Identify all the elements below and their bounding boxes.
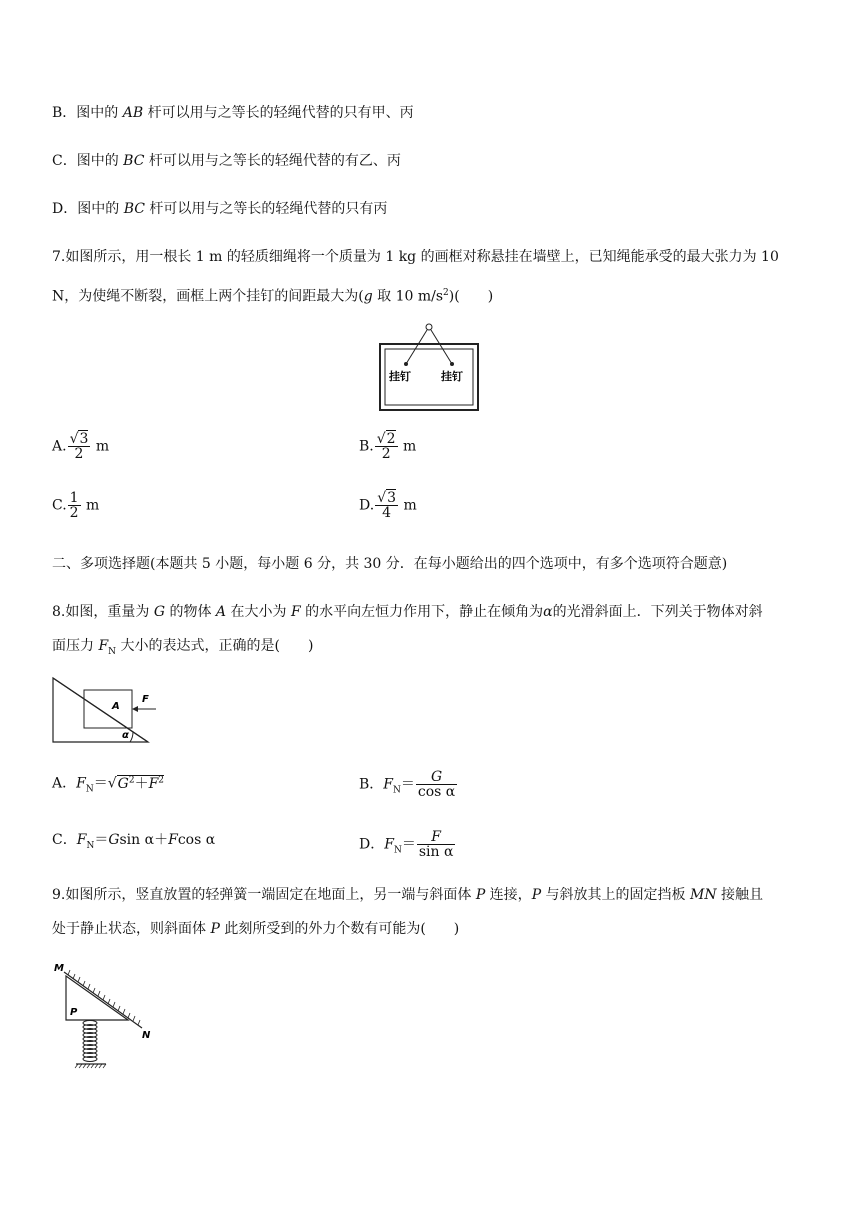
q8-option-c: C．$F_N=Gsin$ α＋Fcos α xyxy=(52,832,216,851)
q8-label-alpha: α xyxy=(122,730,129,741)
q7-picture-frame-figure xyxy=(378,322,480,412)
q7-stem-line1: 7.如图所示，用一根长 1 m 的轻质细绳将一个质量为 1 kg 的画框对称悬挂在墙壁上，已知绳能承受的最大张力为 10 xyxy=(52,249,779,265)
q7-option-d: D. $\frac{√3}{4}$ m xyxy=(359,490,417,521)
q8-incline-figure xyxy=(52,676,162,746)
q7-label-nail-left: 挂钉 xyxy=(389,370,411,383)
q8-label-a: A xyxy=(112,701,120,712)
q9-stem-line1: 9.如图所示，竖直放置的轻弹簧一端固定在地面上，另一端与斜面体 P 连接，P 与斜放其上的固定挡板 MN 接触且 xyxy=(52,887,764,903)
q8-label-f: F xyxy=(142,694,149,705)
q7-label-nail-right: 挂钉 xyxy=(441,370,463,383)
q8-option-d: D．$F_N=$ $\frac{F}{\text{sin α}}$ xyxy=(359,829,454,860)
q6-option-c: C．图中的 BC 杆可以用与之等长的轻绳代替的有乙、丙 xyxy=(52,153,401,169)
q8-stem-line1: 8.如图，重量为 G 的物体 A 在大小为 F 的水平向左恒力作用下，静止在倾角为α的光滑斜面上．下列关于物体对斜 xyxy=(52,604,763,620)
q6-option-d: D．图中的 BC 杆可以用与之等长的轻绳代替的只有丙 xyxy=(52,201,388,217)
q9-label-m: M xyxy=(54,963,64,974)
section2-heading: 二、多项选择题(本题共 5 小题，每小题 6 分，共 30 分．在每小题给出的四个选项中，有多个选项符合题意) xyxy=(52,556,728,572)
q9-stem-line2: 处于静止状态，则斜面体 P 此刻所受到的外力个数有可能为( ) xyxy=(52,921,460,937)
q7-option-b: B. $\frac{√2}{2}$ m xyxy=(359,431,417,462)
q8-option-b: B．$F_N=$ $\frac{G}{\text{cos α}}$ xyxy=(359,769,456,800)
q7-option-c: C. $\frac{1}{2}$ m xyxy=(52,490,100,521)
q9-label-p: P xyxy=(70,1007,78,1018)
q6-option-b: B．图中的 AB 杆可以用与之等长的轻绳代替的只有甲、丙 xyxy=(52,105,414,121)
q9-spring-incline-figure xyxy=(50,960,160,1072)
q9-label-n: N xyxy=(142,1030,151,1041)
q8-option-a: A．$F_N=√G^2+F^2$ xyxy=(52,775,165,795)
q8-stem-line2: 面压力 $F_N$ 大小的表达式，正确的是( ) xyxy=(52,638,314,657)
q7-option-a: A. $\frac{√3}{2}$ m xyxy=(52,431,110,462)
q7-stem-line2: N，为使绳不断裂，画框上两个挂钉的间距最大为(g 取 10 $m/s^2$)( ) xyxy=(52,288,494,305)
